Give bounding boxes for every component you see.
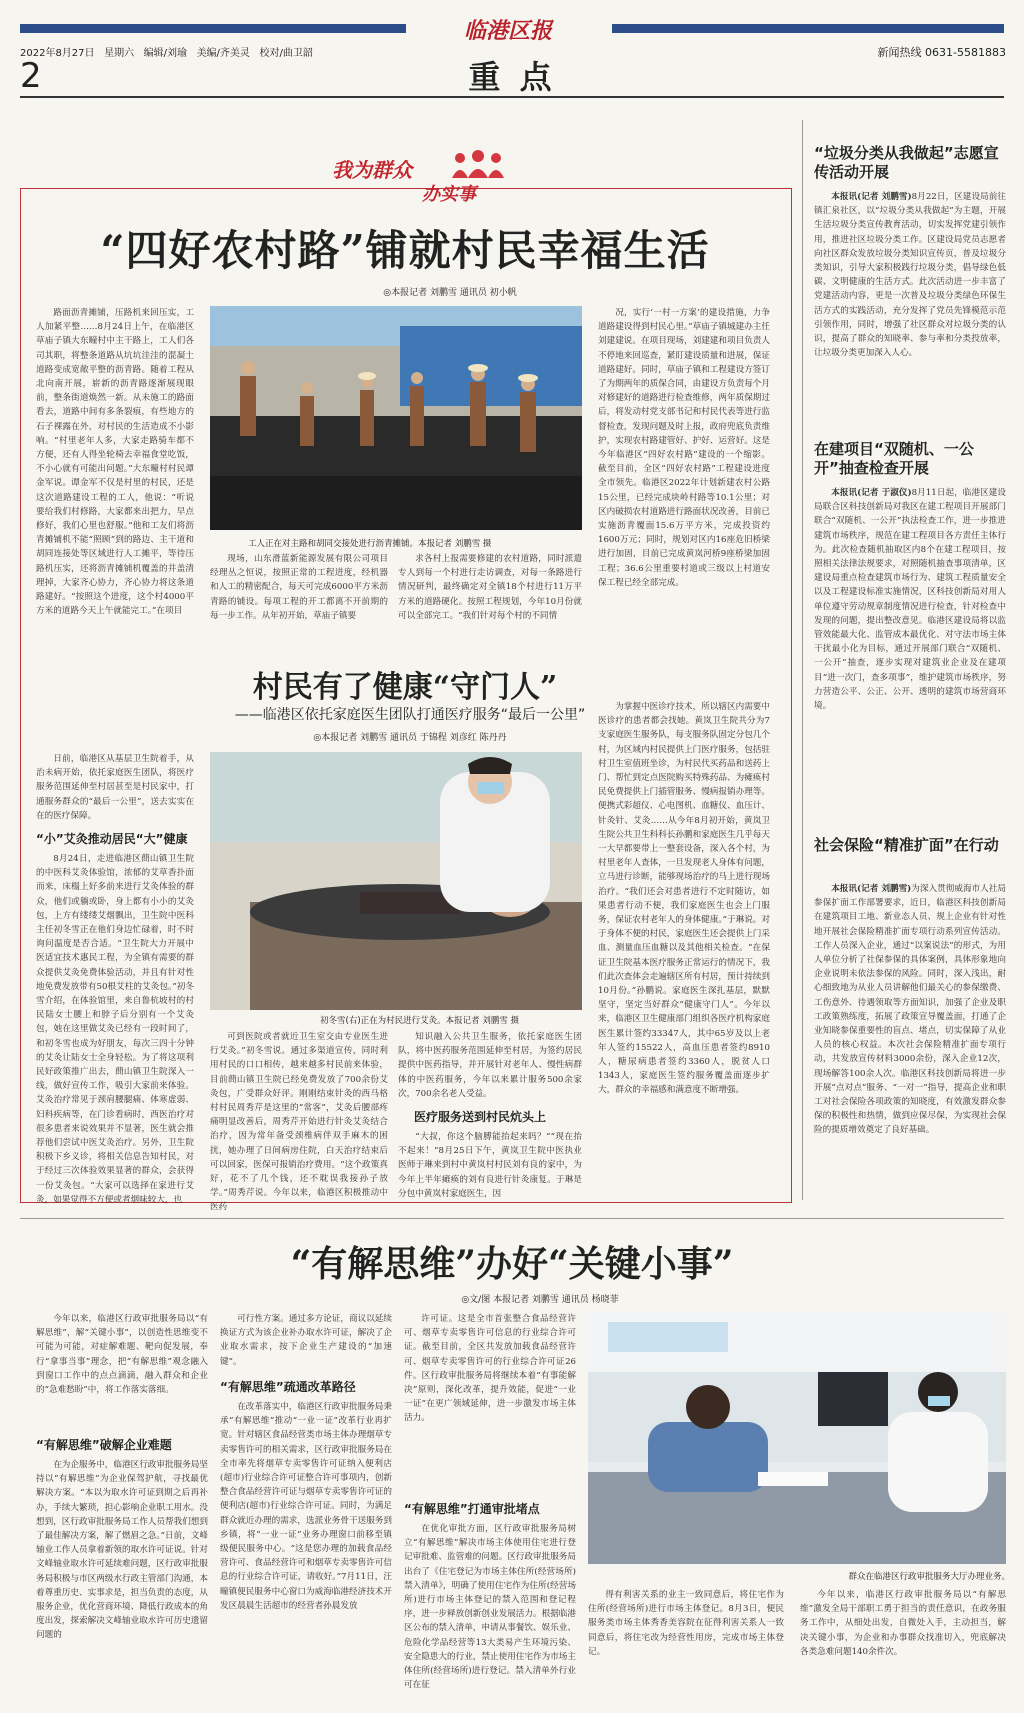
editor: 编辑/刘瑜 [143,48,188,59]
article3-photo-caption: 群众在临港区行政审批服务大厅办理业务。 [848,1572,1010,1582]
article2-col2: 可到医院或者就近卫生室交由专业医生进行艾灸。”初冬雪说。通过多渠道宣传，同时利用村民的口口相传，越来越多村民前来体验，目前蔄山镇卫生院已经免费发放了700余份艾灸包，广受群众好评。刚刚结束针灸的西马格村村民周秀芹是这里的“常客”，艾灸后腰部疼痛明显改善后，周秀芹开始进行针灸艾灸结合治疗，因为常年备受颈椎病伴双手麻木的困扰，她办理了日间病房住院，白天治疗结束后可以回家，医保可报销治疗费用。“这个政策真好，花不了几个钱，还不耽误我接孙子放学。”周秀芹说。今年以来，临港区积极推动中医药 [210,1032,388,1213]
moxibustion-photo [210,752,582,1010]
header-rule-right [612,24,1004,33]
article1-title: “四好农村路”铺就村民幸福生活 [100,226,710,275]
sidebar2-body [814,486,1006,812]
article1-col2: 现场，山东滑蓝新能源发展有限公司项目经理丛之恒说，按照正常的工程进度，经机器和人工的精密配合，每天可完成6000平方米沥青路的铺设。每项工程的开工都离不开前期的每一步工作。从年初开始，草庙子镇要 [210,554,388,621]
article1-photo-caption: 工人正在对主路和胡同交接处进行沥青摊铺。本报记者 刘鹏雪 摄 [248,539,492,549]
article3-col3b: 在优化审批方面，区行政审批服务局树立“有解思维”解决市场主体使用住宅进行登记审批难、监管难的问题。区行政审批服务局出台了《住宅登记为市场主体住所(经营场所)禁入清单》，明确了使用住宅作为住所(经营场所)进行市场主体登记的禁入范围和登记程序，进一步释放创新创业发展活力。根据临港区公布的禁入清单，申请从事餐饮、娱乐业、危险化学品经营等13大类易产生环境污染、安全隐患大的行业，禁止使用住宅作为市场主体住所(经营场所)进行登记。禁入清单外行业可在征 [404,1524,576,1691]
article3-photo [588,1312,1006,1564]
issue-weekday: 星期六 [104,48,135,59]
issue-date: 2022年8月27日 [20,48,95,59]
article1-photo [210,306,582,530]
sidebar3-lead: 本报讯(记者 刘鹏雪) [831,884,912,894]
article2-col1: 日前，临港区从基层卫生院着手，从治未病开始，依托家庭医生团队，将医疗服务范围延伸至村居甚至是村民家中，打通服务群众的“最后一公里”，送去实实在在的医疗保障。 [36,754,194,821]
proofreader: 校对/曲卫韶 [259,48,313,59]
article2-col3: 知识融入公共卫生服务，依托家庭医生团队，将中医药服务范围延伸至村居，为签约居民提供中医药指导，并开展针对老年人、慢性病群体的中医药服务，今年以来累计服务500余家次，700余名老人受益。 [398,1032,582,1099]
article1-col1: 路面沥青摊铺，压路机来回压实，工人加紧平整……8月24日上午，在临港区草庙子镇大东疃村中主干路上，工人们各司其职，将整条道路从坑坑洼洼的混凝土道路变成宽敞平整的沥青路。随着工程从北向南开展，崭新的沥青路逐渐展现眼前，整条街道焕然一新。从未施工的路面看去，道路中间有多条裂痕，有些地方的石子裸露在外，对村民的生活造成不小影响。“村里老年人多，大家走路骑车都不方便，还有人得坐轮椅去幸福食堂吃饭，不小心就有可能出问题。”大东疃村村民谭金军说。谭金军不仅是村里的村民，还是这次道路建设工程的工人，他说：“听说要给我们村修路，大家都来出把力，早点修好，我们心里也舒服。”他和工友们将沥青摊铺机不能“照顾”到的路边、主干道和胡同连接处等区域进行人工摊平，等待压路机压实，还将沥青摊铺机覆盖的井盖清理掉，大家齐心协力，齐心协力将这条道路建好。“按照这个进度，这个村4000平方米的道路今天上午就能完工。”在项目 [36,308,194,617]
banner-line1: 我为群众 [332,158,412,182]
article3-col2b: 在改革落实中，临港区行政审批服务局秉承“有解思维”推动“一业一证”改革行业再扩宽。针对辖区食品经营类市场主体办理烟草专卖零售许可的相关需求，区行政审批服务局在全市率先将烟草专卖零售许可证纳入便利店(超市)行业综合许可证整合许可事项内，创新整合食品经营许可证与烟草专卖零售许可证的便利店(超市)行业综合许可证。同时，为满足群众就近办理的需求，选派业务骨干送服务到乡镇，将“一业一证”业务办理窗口前移至镇级便民服务中心。“这是您办理的加载食品经营许可、食品经营许可和烟草专卖零售许可信息的行业综合许可证，请收好。”7月11日，汪疃镇便民服务中心窗口为威海临港经济技术开发区晨晨生活超市的经营者孙晨发放 [220,1402,392,1611]
sidebar1-lead: 本报讯(记者 刘鹏雪) [831,192,912,202]
article2-subhead1: “小”艾灸推动居民“大”健康 [36,832,188,846]
article3-col1a: 今年以来，临港区行政审批服务局以“有解思维”，解“关键小事”，以创造性思维变不可能为可能，对症解难题、靶向促发展，奉行“拿事当事”理念，把“有解思维”观念融入到窗口工作中的点点滴滴，融入群众和企业的“急难愁盼”中，将工作落实落细。 [36,1314,208,1396]
article2-title: 村民有了健康“守门人” [252,670,558,705]
service-hall-photo [588,1312,1006,1564]
article1-byline: ◎本报记者 刘鹏雪 通讯员 初小帆 [383,288,517,298]
sidebar2-text: 8月11日起，临港区建设局联合区科技创新局对我区在建工程项目开展部门联合“双随机、一公开”执法检查工作，进一步推进建筑市场秩序，规范在建工程项目各方责任主体行为。此次检查随机抽取区内8个在建工程项目，按照相关法律法规要求，对照随机抽查事项清单，区建设局重点检查建筑市场行为、建筑工程质量安全以及工程建设标准实施情况，区科技创新局对用人单位遵守劳动规章制度情况进行检查，针对检查中发现的问题，提出整改意见。临港区建设局将以监管效能最大化、监管成本最优化、对守法市场主体干扰最小化为目标，通过开展部门联合“双随机、一公开”抽查，逐步实现对建筑业企业及在建项目“进一次门，查多项事”，维护建筑市场秩序，努力营造公平、公正、公开、透明的建筑市场营商环境。 [814,488,1006,712]
sidebar1-text: 8月22日，区建设局前往镇汇泉社区，以“垃圾分类从我做起”为主题，开展生活垃圾分类宣传教育活动，切实发挥党建引领作用，推进社区垃圾分类工作。区建设局党员志愿者向社区群众发放垃圾分类知识宣传页，普及垃圾分类知识，引导大家积极践行垃圾分类，倡导绿色低碳、文明健康的生活方式。此次活动进一步丰富了党建活动内容，更是一次普及垃圾分类绿色环保生活方式的实践活动，充分发挥了党员先锋模范示范引领作用，同时，增强了社区群众对垃圾分类的认识，提高了群众的知晓率、参与率和分类投放率，让垃圾分类更加深入人心。 [814,192,1006,359]
sidebar3-title: 社会保险“精准扩面”在行动 [814,836,999,854]
campaign-banner [332,150,522,208]
header-bottom-rule [20,96,1004,98]
sidebar2-title: 在建项目“双随机、一公开”抽查检查开展 [814,440,974,477]
sidebar3-text: 为深入贯彻威海市人社局参保扩面工作部署要求，近日，临港区科技创新局在建筑项目工地、新业态人员、规上企业有针对性地开展社会保险精准扩面专项行动系列宣传活动。工作人员深入企业，通过“以案说法”的形式，为用人单位分析了社保参保的具体案例，具体形象地向企业说明未依法参保的风险。同时，深入浅出，耐心细致地为从业人员讲解他们最关心的参保缴费、工伤意外、待遇领取等方面知识，加强了企业及职工政策熟练度，拓展了政策宣导覆盖面，打通了企业知晓参保重要性的盲点、堵点，切实保障了从业人员的核心权益。本次社会保险精准扩面专项行动，共发放宣传材料3000余份，深入企业12次，现场解答100余人次。临港区科技创新局将进一步开展“点对点”服务、“一对一”指导，提高企业和职工对社会保险各项政策的知晓度，有效激发群众参保的积极性和热情，做到应保尽保，为实现社会保险的提质增效奠定了良好基础。 [814,884,1006,1136]
article2-subtitle: ——临港区依托家庭医生团队打通医疗服务“最后一公里” [234,707,586,723]
article3-col5: 今年以来，临港区行政审批服务局以“有解思维”激发全局干部职工勇于担当的责任意识，在政务服务工作中，从细处出发，自微处入手，主动担当，解决关键小事，为企业和办事群众找准切入，兜底解决各类急难问题140余件次。 [800,1590,1006,1657]
section-title: 重 点 [468,58,556,96]
article2-photo-caption: 初冬雪(右)正在为村民进行艾灸。本报记者 刘鹏雪 摄 [320,1016,520,1026]
sidebar-divider [802,120,803,1200]
sidebar1-body [814,190,1006,418]
article3-col2a: 可行性方案。通过多方论证，商议以延续换证方式为该企业补办取水许可证，解决了企业取水需求，按下企业生产建设的“加速键”。 [220,1314,392,1367]
sidebar3-body [814,882,1006,1198]
article2-byline: ◎本报记者 刘鹏雪 通讯员 于锦程 刘彦红 陈丹丹 [313,733,507,743]
header-meta [20,44,313,59]
masthead: 临港区报 [463,18,552,44]
news-hotline: 新闻热线 0631-5581883 [877,46,1006,59]
article1-col4: 况，实行‘一村一方案’的建设措施，力争道路建设得到村民心里。”草庙子镇城建办主任刘建建说。在项目现场，刘建建和项目负责人不停地来回巡查，紧盯建设质量和进展，保证道路建好。同时，草庙子镇和工程建设方签订了为期两年的质保合同，由建设方负责每个月对修建好的道路进行检查维修，两年质保期过后，将发动村党支部书记和村民代表等进行监督检查，发现问题及时上报，政府兜底负责维护，实现农村路建管好、护好、运营好。这是今年临港区“四好农村路”建设的一个缩影。截至目前，全区“四好农村路”工程建设进度全市领先。临港区2022年计划新建农村公路15公里，已经完成块岭村路等10.1公里；对区内破损农村道路进行路面状况改善，目前已实施沥青覆面15.6万平方米，完成投资约1600万元；同时，规划对区内16座危旧桥梁进行加固，目前已完成黄岚河桥9座桥梁加固工程；36.6公里重要村道或三级以上村道安保工程已经全部完成。 [598,308,770,588]
road-paving-photo [210,306,582,530]
article1-col3: 求各村上报需要修建的农村道路，同时派遣专人到每一个村进行走访调查，对每一条路进行情况研判，最终确定对全镇18个村进行11万平方米的道路硬化。按照工程规划，今年10月份就可以全部完工。“我们针对每个村的不同情 [398,554,582,621]
article3-subhead3: “有解思维”打通审批堵点 [404,1502,540,1516]
header-rule-left [20,24,406,33]
sidebar1-title: “垃圾分类从我做起”志愿宣传活动开展 [814,144,999,181]
art-editor: 美编/齐美灵 [196,48,250,59]
article2-photo [210,752,582,1010]
bottom-section-rule [20,1218,1004,1219]
article3-byline: ◎文/图 本报记者 刘鹏雪 通讯员 杨晓菲 [461,1295,619,1305]
article3-subhead1: “有解思维”破解企业难题 [36,1438,172,1452]
article2-col3b: “大叔，你这个脑膊能抬起来吗？”“现在抬不起来！”8月25日下午，黄岚卫生院中医执业医师于琳来到村中黄岚村村民刘有良的家中，为今年上半年瘫痪的刘有良进行针灸康复。于琳是分包中黄岚村家庭医生，因 [398,1132,582,1199]
article2-subhead2: 医疗服务送到村民炕头上 [414,1110,547,1124]
sidebar2-lead: 本报讯(记者 于淑仪) [831,488,912,498]
article2-col4: 为掌握中医诊疗技术，所以辖区内需要中医诊疗的患者都会找她。黄岚卫生院共分为7支家庭医生服务队，每支服务队固定分包几个村，为区域内村民提供上门医疗服务，包括驻村卫生室值班坐诊，为村民代买药品和送药上门、帮忙到定点医院购买特殊药品、为瘫痪村民免费提供上门插管服务、慢病报销办理等。便携式彩超仪、心电图机、血糖仪、血压计、针灸针、艾灸……从今年8月初开始，黄岚卫生院公共卫生科科长孙鹏和家庭医生几乎每天一大早都要带上一整套设备，深入各个村，为村里老年人查体，一旦发现老人身体有问题，立马进行诊断，能够现场治疗的马上进行现场治疗。“我们还会对患者进行不定时随访，如果患者行动不便，我们家庭医生也会上门服务，保证农村老年人的身体健康。”于琳说。对于身体不便的村民，家庭医生还会提供上门采血、测量血压血糖以及其他相关检查。“在保证卫生院基本医疗服务正常运行的情况下，我们此次查体会走遍辖区所有村居，预计持续到10月份。”孙鹏说。家庭医生深扎基层，默默坚守，坚定当好群众“健康守门人”。今年以来，临港区卫生健康部门组织各医疗机构家庭医生累计签约33347人，其中65岁及以上老年人签约15522人，高血压患者签约8910人，糖尿病患者签约3360人，脱贫人口1343人，家庭医生签约服务覆盖面逐步扩大，群众的幸福感和满意度不断增强。 [598,702,770,1096]
banner-people-icon [450,150,510,180]
banner-line2: 办实事 [422,184,476,205]
page-number: 2 [20,56,42,96]
article3-col1b: 在为企服务中，临港区行政审批服务局坚持以“有解思维”为企业保驾护航，寻找最优解决方案。“本以为取水许可证到期之后再补办，手续大繁琐，担心影响企业职工用水。没想到，区行政审批服务局工作人员帮我们想到了最佳解决方案，解了燃眉之急。”日前，文峰轴业工作人员拿着新领的取水许可证说。针对文峰轴业取水许可延续难问题，区行政审批服务局积极与市区两级水行政主管部门沟通，本着尊重历史、实事求是，担当负责的态度，从服务企业，优化营商环境、降低行政成本的角度出发，探索解决文峰轴业取水许可历史遗留问题的 [36,1460,208,1641]
article3-subhead2: “有解思维”疏通改革路径 [220,1380,356,1394]
article2-col1b: 8月24日，走进临港区蔄山镇卫生院的中医科艾灸体验馆，浓郁的艾草香扑面而来，床榻上好多前来进行艾灸体验的群众，他们或躺或卧，身上都有小小的艾灸包，上方有缕缕艾烟飘出，卫生院中医科主任初冬雪正在他们身边忙碌着，时不时询问温度是否合适。“卫生院大力开展中医适宜技术惠民工程，为全镇有需要的群众提供艾灸免费体验活动，并且有针对性地免费发放带有50根艾柱的艾灸包。”初冬雪介绍，在体验馆里，来自鲁杭坡村的村民陆女士腰上和脖子后分别有一个艾灸包，她在这里做艾灸已经有一段时间了，和初冬雪也成为好朋友，每次三四十分钟的艾灸让陆女士全身轻松。为了将这项利民好政策推广出去，蔄山镇卫生院深入一线，做好宣传工作，吸引大家前来体验。艾灸治疗常见于颈肩腰腿痛、体寒虚弱、妇科疾病等，在门诊看病时，西医治疗对很多患者来说效果并不显著，医生就会推荐他们尝试中医艾灸治疗。另外，卫生院积极下乡义诊，将相关信息告知村民，对于经过三次体验效果显著的群众，会获得一份艾灸包。“大家可以选择在家进行艾灸，如果觉得不方便或者烟味较大，也 [36,854,194,1205]
article3-title: “有解思维”办好“关键小事” [290,1243,734,1285]
article3-col4: 得有利害关系的业主一致同意后，将住宅作为住所(经营场所)进行市场主体登记。8月3日，便民服务类市场主体秀香美容院在征得利害关系人一致同意后，将住宅改为经营性用房，完成市场主体登记。 [588,1590,784,1657]
article3-col3a: 许可证。这是全市首张整合食品经营许可、烟草专卖零售许可信息的行业综合许可证。截至目前，全区共发放加载食品经营许可、烟草专卖零售许可的行业综合许可证26件。区行政审批服务局将继续本着“有事能解决”原则，深化改革，提升效能，促进“一业一证”在更广领域延伸，进一步激发市场主体活力。 [404,1314,576,1424]
